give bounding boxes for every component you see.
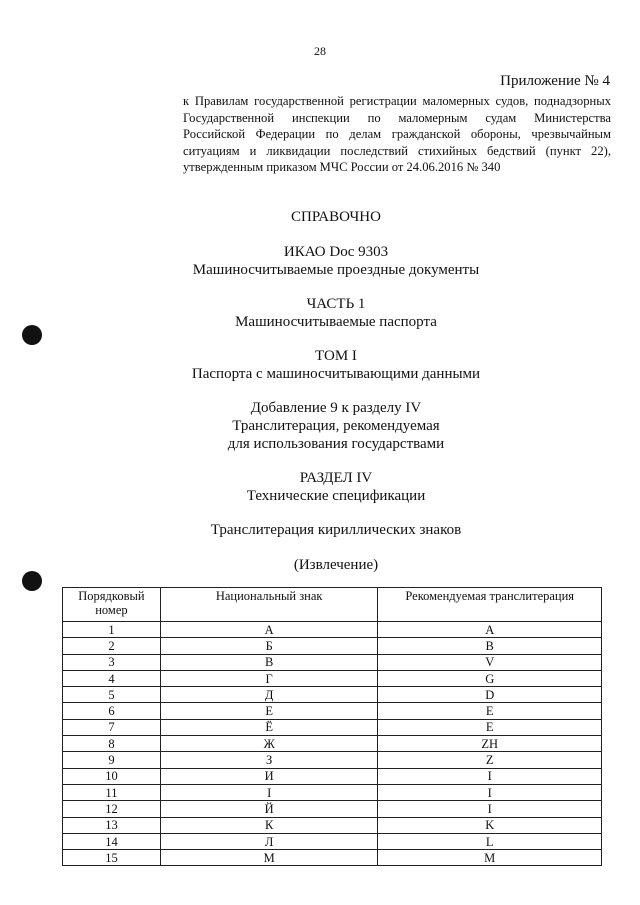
national-sign: В: [160, 654, 378, 670]
row-number: 9: [63, 752, 161, 768]
table-row: [63, 638, 602, 654]
section-title: Технические спецификации: [246, 488, 426, 504]
national-sign: М: [160, 850, 378, 866]
transliteration: G: [378, 670, 602, 686]
table-row: [63, 801, 602, 817]
transliteration: A: [378, 622, 602, 638]
transliteration-table: [62, 587, 602, 866]
table-body: [63, 622, 602, 866]
table-row: [63, 817, 602, 833]
transliteration: V: [378, 654, 602, 670]
row-number: 6: [63, 703, 161, 719]
national-sign: К: [160, 817, 378, 833]
binder-hole-mark: [22, 571, 42, 591]
row-number: 14: [63, 833, 161, 849]
transliteration: I: [378, 801, 602, 817]
table-header-row: [63, 588, 602, 622]
row-number: 10: [63, 768, 161, 784]
header-national-sign: Национальный знак: [160, 588, 378, 622]
table-row: [63, 687, 602, 703]
page-number: 28: [314, 44, 326, 58]
table-row: [63, 752, 602, 768]
appendix-line: к Правилам государственной регистрации маломерных судов, поднадзорных: [183, 94, 611, 108]
volume-title: Паспорта с машиносчитывающими данными: [191, 366, 481, 382]
national-sign: Л: [160, 833, 378, 849]
national-sign: И: [160, 768, 378, 784]
table-row: [63, 784, 602, 800]
addendum-line-2: Транслитерация, рекомендуемая: [232, 418, 440, 434]
part-title: Машиносчитываемые паспорта: [235, 314, 437, 330]
table-row: [63, 719, 602, 735]
section-label: РАЗДЕЛ IV: [299, 470, 373, 486]
table-row: [63, 833, 602, 849]
part-label: ЧАСТЬ 1: [306, 296, 366, 312]
header-number: Порядковый номер: [63, 588, 161, 622]
national-sign: З: [160, 752, 378, 768]
table-row: [63, 654, 602, 670]
national-sign: Ё: [160, 719, 378, 735]
transliteration: M: [378, 850, 602, 866]
row-number: 2: [63, 638, 161, 654]
national-sign: Ж: [160, 736, 378, 752]
row-number: 11: [63, 784, 161, 800]
transliteration: L: [378, 833, 602, 849]
row-number: 8: [63, 736, 161, 752]
row-number: 3: [63, 654, 161, 670]
row-number: 7: [63, 719, 161, 735]
doc-reference: ИКАО Doc 9303: [283, 244, 389, 260]
extract-label: (Извлечение): [293, 557, 379, 573]
row-number: 13: [63, 817, 161, 833]
national-sign: Д: [160, 687, 378, 703]
transliteration: E: [378, 719, 602, 735]
transliteration: D: [378, 687, 602, 703]
national-sign: Б: [160, 638, 378, 654]
doc-title: Машиносчитываемые проездные документы: [192, 262, 480, 278]
row-number: 1: [63, 622, 161, 638]
row-number: 12: [63, 801, 161, 817]
appendix-line: утвержденным приказом МЧС России от 24.06.2016 № 340: [183, 160, 501, 175]
national-sign: І: [160, 784, 378, 800]
table-row: [63, 736, 602, 752]
table-row: [63, 622, 602, 638]
reference-label: СПРАВОЧНО: [291, 209, 381, 225]
transliteration: K: [378, 817, 602, 833]
table-row: [63, 670, 602, 686]
national-sign: А: [160, 622, 378, 638]
table-row: [63, 703, 602, 719]
national-sign: Г: [160, 670, 378, 686]
row-number: 15: [63, 850, 161, 866]
volume-label: ТОМ I: [315, 348, 357, 364]
addendum-line-3: для использования государствами: [227, 436, 445, 452]
row-number: 4: [63, 670, 161, 686]
transliteration: I: [378, 784, 602, 800]
subject-title: Транслитерация кириллических знаков: [210, 522, 462, 538]
appendix-line: Российской Федерации по делам гражданской обороны, чрезвычайным: [183, 127, 611, 142]
binder-hole-mark: [22, 325, 42, 345]
transliteration: ZH: [378, 736, 602, 752]
table-row: [63, 850, 602, 866]
transliteration: I: [378, 768, 602, 784]
appendix-line: Государственной инспекции по маломерным судам Министерства: [183, 110, 611, 125]
table-row: [63, 768, 602, 784]
transliteration: B: [378, 638, 602, 654]
appendix-description: [183, 93, 611, 176]
appendix-title: Приложение № 4: [500, 73, 610, 89]
national-sign: Е: [160, 703, 378, 719]
transliteration: E: [378, 703, 602, 719]
national-sign: Й: [160, 801, 378, 817]
transliteration: Z: [378, 752, 602, 768]
header-transliteration: Рекомендуемая транслитерация: [378, 588, 602, 622]
row-number: 5: [63, 687, 161, 703]
addendum-label: Добавление 9 к разделу IV: [250, 400, 422, 416]
appendix-line: ситуациям и ликвидации последствий стихийных бедствий (пункт 22),: [183, 143, 611, 158]
